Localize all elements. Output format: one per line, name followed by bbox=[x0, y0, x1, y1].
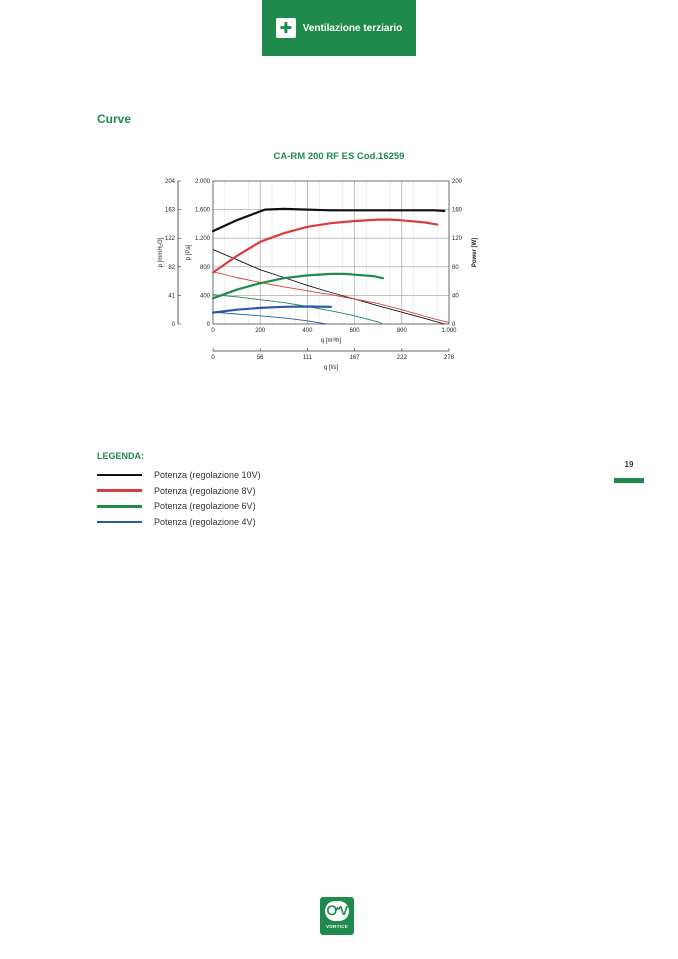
pressure-curve-series-3 bbox=[213, 312, 326, 324]
legend-label: Potenza (regolazione 10V) bbox=[154, 469, 261, 480]
x-tick-label: 400 bbox=[302, 328, 313, 334]
medical-cross-icon: ✚ bbox=[276, 18, 296, 38]
x2-axis-label: q [l/s] bbox=[323, 365, 339, 371]
legend-item bbox=[97, 483, 261, 499]
chart-title: CA-RM 200 RF ES Cod.16259 bbox=[273, 151, 405, 162]
x-tick-label: 800 bbox=[396, 328, 407, 334]
legend-title: LEGENDA: bbox=[97, 451, 144, 461]
legend-swatch-6v bbox=[97, 505, 142, 508]
outer-y-tick-label: 82 bbox=[168, 264, 175, 271]
section-title: Curve bbox=[97, 112, 132, 126]
legend-item bbox=[97, 514, 261, 530]
y-right-tick-label: 0 bbox=[452, 322, 456, 328]
y-tick-label: 1.600 bbox=[194, 207, 210, 214]
y-tick-label: 400 bbox=[199, 293, 210, 300]
x-tick-label: 600 bbox=[349, 328, 360, 334]
outer-y-tick-label: 163 bbox=[164, 207, 175, 214]
y-tick-label: 0 bbox=[206, 322, 210, 328]
y-tick-label: 2.000 bbox=[194, 179, 210, 185]
header-title: Ventilazione terziario bbox=[302, 22, 403, 34]
page-number: 19 bbox=[624, 460, 634, 469]
y-right-tick-label: 200 bbox=[452, 179, 463, 185]
legend-swatch-10v bbox=[97, 474, 142, 477]
chart-grid bbox=[213, 181, 449, 324]
y-tick-label: 1.200 bbox=[194, 236, 210, 243]
x2-tick-label: 56 bbox=[256, 355, 264, 361]
page-marker-bar bbox=[614, 478, 644, 483]
y-right-tick-label: 40 bbox=[452, 293, 459, 300]
x2-tick-label: 278 bbox=[443, 355, 455, 361]
chart-axes bbox=[178, 181, 449, 351]
x2-tick-label: 167 bbox=[349, 355, 360, 361]
power-curve-series-1 bbox=[213, 220, 437, 273]
y-right-axis-label: Power [W] bbox=[472, 237, 478, 268]
legend-label: Potenza (regolazione 4V) bbox=[154, 516, 256, 527]
legend-label: Potenza (regolazione 6V) bbox=[154, 501, 256, 512]
x-tick-label: 200 bbox=[255, 328, 266, 334]
legend-swatch-8v bbox=[97, 489, 142, 492]
legend-swatch-4v bbox=[97, 521, 142, 524]
outer-y-tick-label: 204 bbox=[164, 179, 175, 185]
x-tick-label: 0 bbox=[211, 328, 215, 334]
legend-label: Potenza (regolazione 8V) bbox=[154, 485, 256, 496]
logo-mark: ᏅV bbox=[325, 901, 349, 921]
x-axis-label: q [m³/h] bbox=[320, 338, 342, 344]
legend-item bbox=[97, 498, 261, 514]
vortice-logo-icon bbox=[320, 897, 354, 935]
outer-y-tick-label: 122 bbox=[164, 236, 175, 243]
x2-tick-label: 0 bbox=[211, 355, 215, 361]
outer-y-tick-label: 0 bbox=[171, 322, 175, 328]
x2-tick-label: 111 bbox=[302, 355, 312, 361]
y-tick-label: 800 bbox=[199, 264, 210, 271]
y-right-tick-label: 120 bbox=[452, 236, 463, 243]
y-axis-label: p [Pa] bbox=[186, 244, 192, 261]
legend-item bbox=[97, 467, 261, 483]
y-outer-axis-label: p [mmH₂O] bbox=[158, 237, 164, 268]
x2-tick-label: 222 bbox=[396, 355, 407, 361]
x-tick-label: 1.000 bbox=[441, 328, 457, 334]
logo-text: VORTICE bbox=[325, 924, 349, 929]
y-right-tick-label: 80 bbox=[452, 264, 459, 271]
legend bbox=[97, 467, 261, 530]
outer-y-tick-label: 41 bbox=[168, 293, 175, 300]
y-right-tick-label: 160 bbox=[452, 207, 463, 214]
